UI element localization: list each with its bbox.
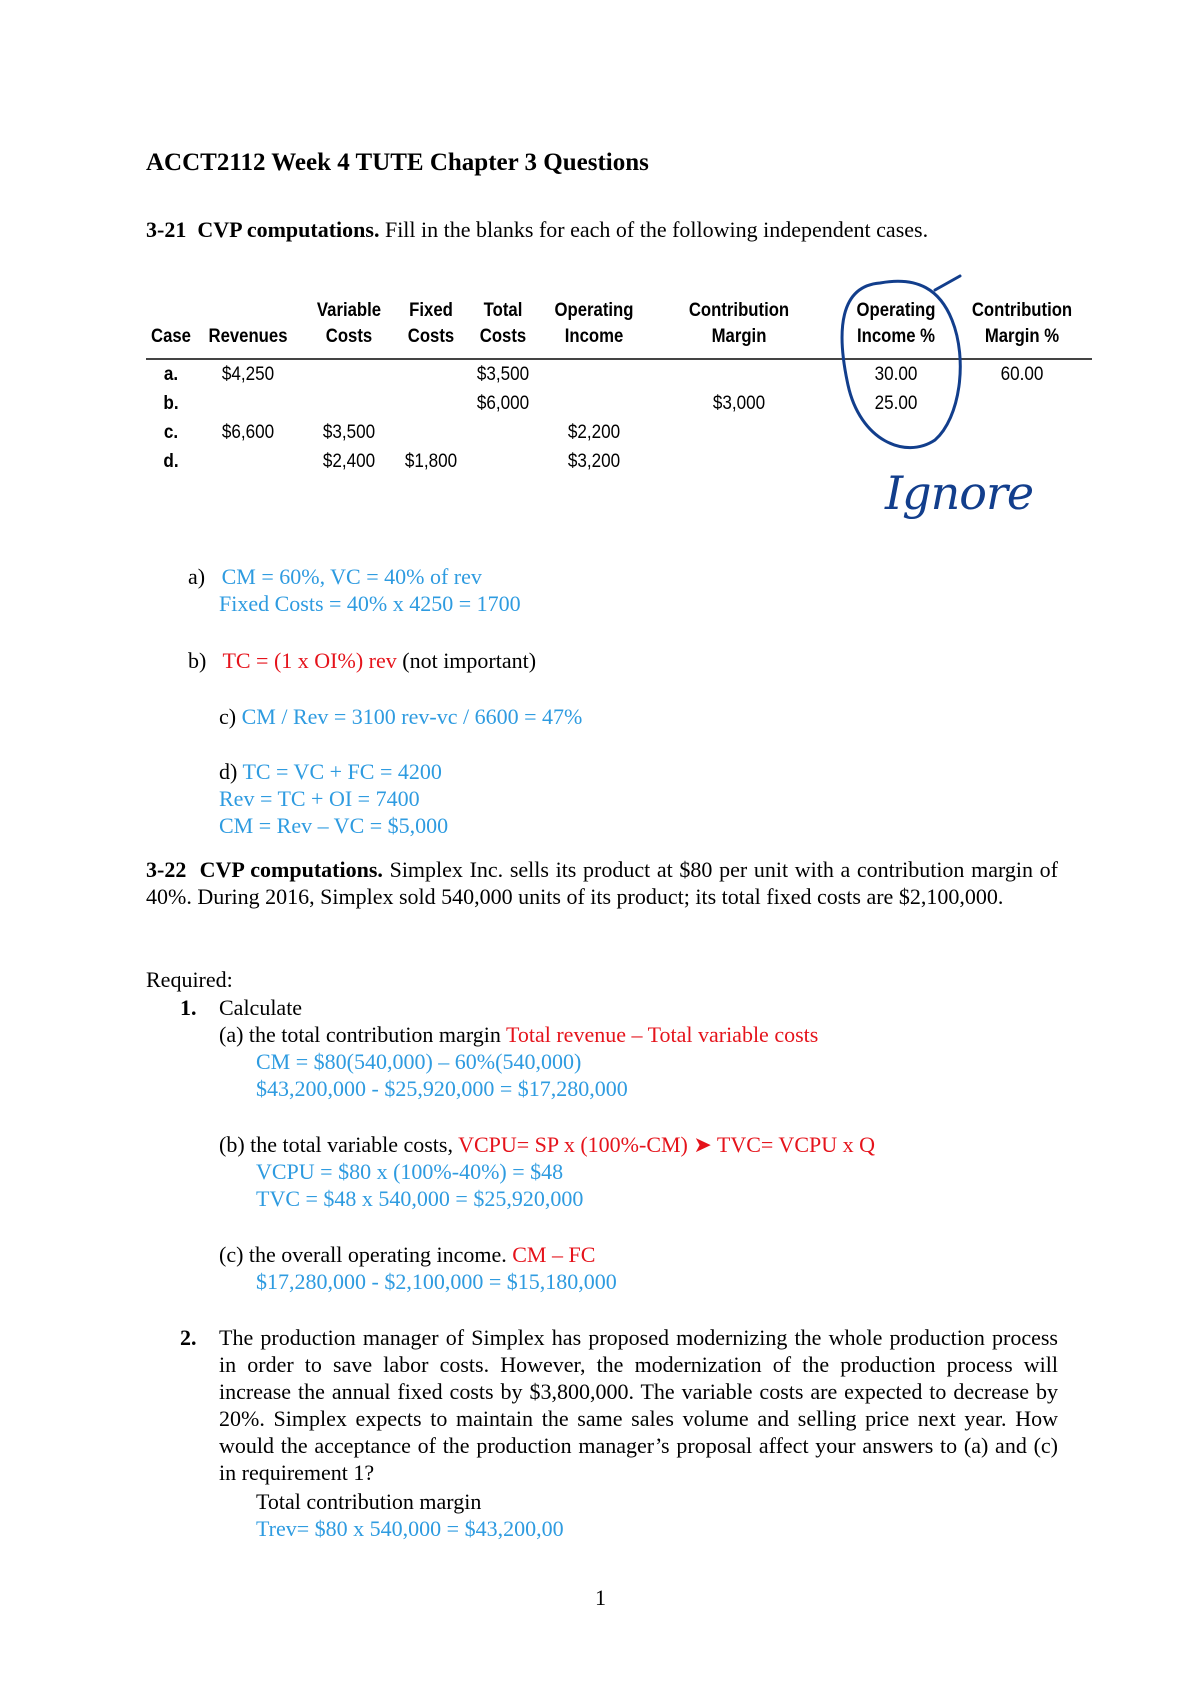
cell-case: d. [163, 451, 179, 472]
part-b-answer2: TVC = $48 x 540,000 = $25,920,000 [256, 1186, 584, 1211]
answer-a-label: a) [188, 564, 206, 589]
cell-case: c. [163, 422, 179, 443]
item2-text: The production manager of Simplex has proposed modernizing the whole production process in order to save labor costs. However, the modernization of the production process will increase the annual fixed costs by $3,800,000. The variable costs are expected to decrease by 20%. Simplex expects to maintain the same sales volume and selling price next year. How would the acceptance of the production manager’s proposal affect your answers to (a) and (c) in requirement 1? [219, 1325, 1058, 1485]
answer-c [219, 703, 582, 730]
question-text: Fill in the blanks for each of the following independent cases. [384, 217, 929, 242]
ink-circle-stroke [842, 281, 960, 447]
cell-fixed-costs: $1,800 [404, 451, 458, 472]
part-b [219, 1131, 875, 1158]
answer-d [219, 758, 442, 785]
header-operating-income-pct: Operating Income % [856, 300, 936, 347]
part-a-answer2: $43,200,000 - $25,920,000 = $17,280,000 [256, 1076, 628, 1101]
cell-revenues: $6,600 [221, 422, 275, 443]
part-b-answer1: VCPU = $80 x (100%-40%) = $48 [256, 1159, 564, 1184]
cell-variable-costs: $3,500 [322, 422, 376, 443]
part-c [219, 1241, 595, 1268]
answer-d-line2: Rev = TC + OI = 7400 [219, 786, 420, 811]
question-heading: CVP computations. [199, 857, 383, 882]
required-label: Required: [146, 967, 233, 992]
cell-contribution-margin-pct: 60.00 [1000, 364, 1044, 385]
answer-b [188, 647, 536, 674]
answer-c-text: CM / Rev = 3100 rev-vc / 6600 = 47% [241, 704, 583, 729]
question-text: Simplex Inc. sells its product at $80 per unit with a contribution margin of 40%. During 2016, Simplex sold 540,000 units of its product; its total fixed costs are $2,100,000. [146, 857, 1058, 909]
answer-d-line1: TC = VC + FC = 4200 [242, 759, 442, 784]
cell-case: a. [163, 364, 179, 385]
header-revenues: Revenues [208, 326, 288, 347]
header-total-costs: Total Costs [479, 300, 527, 347]
cell-revenues: $4,250 [221, 364, 275, 385]
question-heading: CVP computations. [197, 217, 380, 242]
part-c-answer: $17,280,000 - $2,100,000 = $15,180,000 [256, 1269, 617, 1294]
answer-a-line1: CM = 60%, VC = 40% of rev [221, 564, 482, 589]
cell-operating-income-pct: 25.00 [874, 393, 918, 414]
header-case: Case [151, 326, 191, 347]
item1-text: Calculate [219, 995, 303, 1020]
cell-variable-costs: $2,400 [322, 451, 376, 472]
total-revenue-answer: Trev= $80 x 540,000 = $43,200,00 [256, 1516, 564, 1541]
total-contribution-margin-label: Total contribution margin [256, 1489, 482, 1514]
cell-operating-income: $3,200 [567, 451, 621, 472]
part-b-formula: VCPU= SP x (100%-CM) ➤ TVC= VCPU x Q [458, 1132, 875, 1157]
item2-number: 2. [180, 1325, 197, 1350]
header-fixed-costs: Fixed Costs [407, 300, 455, 347]
answer-a-line2: Fixed Costs = 40% x 4250 = 1700 [219, 591, 521, 616]
answer-b-label: b) [188, 648, 207, 673]
cell-operating-income: $2,200 [567, 422, 621, 443]
question-3-22-intro [146, 856, 1058, 910]
page-title: ACCT2112 Week 4 TUTE Chapter 3 Questions [146, 149, 649, 176]
part-b-text: (b) the total variable costs, [219, 1132, 453, 1157]
cell-total-costs: $3,500 [476, 364, 530, 385]
cell-total-costs: $6,000 [476, 393, 530, 414]
answer-a [188, 563, 482, 590]
part-c-formula: CM – FC [512, 1242, 596, 1267]
item1-number: 1. [180, 995, 197, 1020]
question-number: 3-21 [146, 217, 187, 242]
handwritten-ignore-note: Ignore [885, 466, 1034, 520]
cell-contribution-margin: $3,000 [712, 393, 766, 414]
answer-c-label: c) [219, 704, 237, 729]
answer-b-note: (not important) [402, 648, 537, 673]
answer-d-label: d) [219, 759, 238, 784]
header-contribution-margin: Contribution Margin [688, 300, 790, 347]
header-contribution-margin-pct: Contribution Margin % [971, 300, 1073, 347]
part-a-formula: Total revenue – Total variable costs [505, 1022, 819, 1047]
part-a [219, 1021, 818, 1048]
question-number: 3-22 [146, 857, 187, 882]
answer-d-line3: CM = Rev – VC = $5,000 [219, 813, 449, 838]
cell-case: b. [163, 393, 179, 414]
cell-operating-income-pct: 30.00 [874, 364, 918, 385]
answer-b-formula: TC = (1 x OI%) rev [222, 648, 397, 673]
header-operating-income: Operating Income [554, 300, 634, 347]
part-a-text: (a) the total contribution margin [219, 1022, 501, 1047]
header-variable-costs: Variable Costs [316, 300, 382, 347]
part-a-answer1: CM = $80(540,000) – 60%(540,000) [256, 1049, 582, 1074]
part-c-text: (c) the overall operating income. [219, 1242, 507, 1267]
ink-circle-tail [935, 276, 960, 290]
page-number: 1 [595, 1585, 606, 1610]
